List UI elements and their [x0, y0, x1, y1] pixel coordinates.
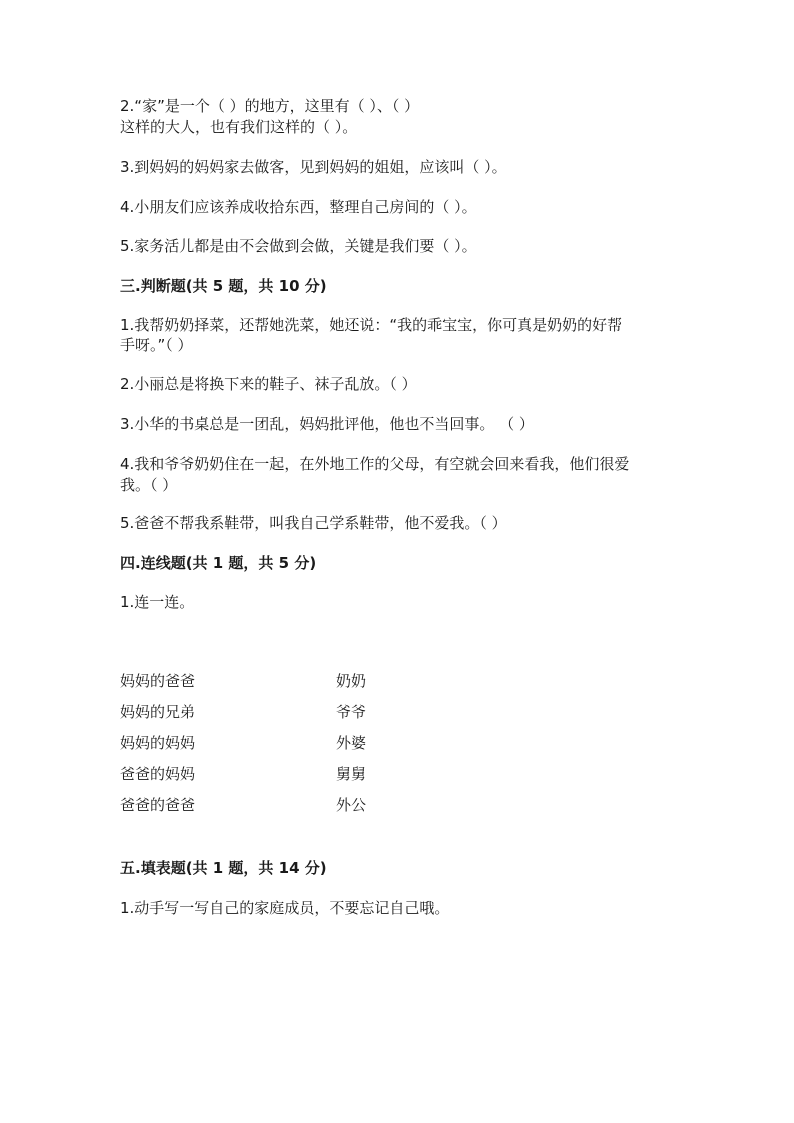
judge-question-5: 5.爸爸不帮我系鞋带，叫我自己学系鞋带，他不爱我。（ ） — [120, 514, 507, 532]
match-right-item: 奶奶 — [336, 672, 367, 690]
fill-question-2-line-1: 2.“家”是一个（ ）的地方，这里有（ ）、（ ） — [120, 97, 420, 115]
fill-question-4: 4.小朋友们应该养成收拾东西，整理自己房间的（ ）。 — [120, 198, 477, 216]
fill-question-2-line-2: 这样的大人，也有我们这样的（ ）。 — [120, 118, 358, 136]
judge-question-1-line-1: 1.我帮奶奶择菜，还帮她洗菜，她还说：“我的乖宝宝，你可真是奶奶的好帮 — [120, 316, 623, 334]
match-left-item: 妈妈的兄弟 — [120, 703, 196, 721]
match-left-item: 爸爸的爸爸 — [120, 796, 196, 814]
judge-question-2: 2.小丽总是将换下来的鞋子、袜子乱放。（ ） — [120, 375, 417, 393]
match-left-item: 妈妈的爸爸 — [120, 672, 196, 690]
table-question-1: 1.动手写一写自己的家庭成员，不要忘记自己哦。 — [120, 899, 450, 917]
match-left-item: 爸爸的妈妈 — [120, 765, 196, 783]
match-left-item: 妈妈的妈妈 — [120, 734, 196, 752]
judge-question-3: 3.小华的书桌总是一团乱，妈妈批评他，他也不当回事。 （ ） — [120, 415, 534, 433]
judge-question-4-line-2: 我。（ ） — [120, 476, 178, 494]
section-5-heading: 五.填表题(共 1 题，共 14 分) — [120, 859, 327, 877]
fill-question-5: 5.家务活儿都是由不会做到会做，关键是我们要（ ）。 — [120, 237, 477, 255]
match-right-item: 舅舅 — [336, 765, 367, 783]
match-right-item: 外公 — [336, 796, 367, 814]
fill-question-3: 3.到妈妈的妈妈家去做客，见到妈妈的姐姐，应该叫（ ）。 — [120, 158, 507, 176]
match-right-item: 外婆 — [336, 734, 367, 752]
match-right-item: 爷爷 — [336, 703, 367, 721]
judge-question-4-line-1: 4.我和爷爷奶奶住在一起，在外地工作的父母，有空就会回来看我，他们很爱 — [120, 455, 630, 473]
match-question-1: 1.连一连。 — [120, 593, 195, 611]
judge-question-1-line-2: 手呀。”（ ） — [120, 336, 193, 354]
section-4-heading: 四.连线题(共 1 题，共 5 分) — [120, 554, 317, 572]
section-3-heading: 三.判断题(共 5 题，共 10 分) — [120, 277, 327, 295]
